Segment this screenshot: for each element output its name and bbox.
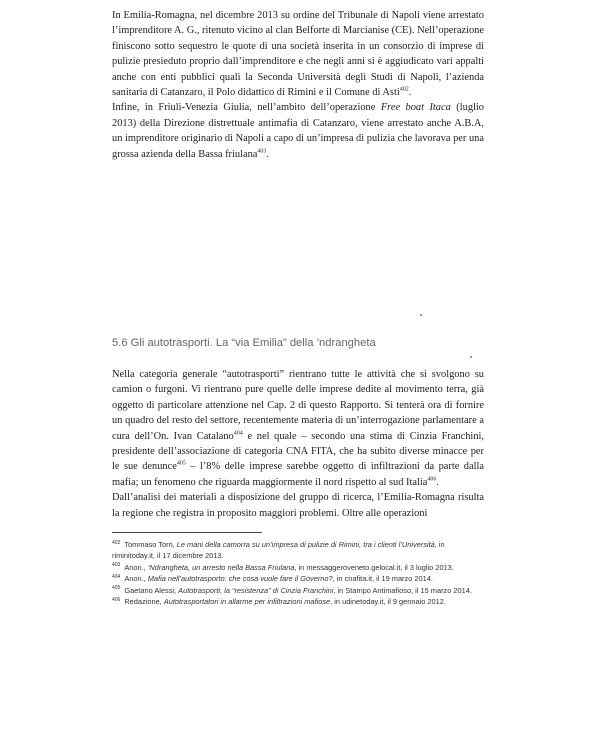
paragraph-friuli <box>112 100 484 162</box>
operation-name: Free boat Itaca <box>380 102 451 114</box>
scan-speck <box>420 314 422 316</box>
footnote-title: Le mani della camorra su un’impresa di pulizie di Rimini, tra i clienti l’Università <box>176 540 435 549</box>
footnote-source: , in cnafita.it, il 19 marzo 2014. <box>332 574 433 584</box>
scan-speck <box>470 356 472 358</box>
paragraph-emilia-romagna: In Emilia-Romagna, nel dicembre 2013 su ordine del Tribunale di Napoli viene arrestato l’imprenditore A. G., ritenuto vicino al clan Belforte di Marcianise (CE). Nell’operazione finiscono sotto sequestro le quote di una società inserita in un consorzio di imprese di pulizie presieduto proprio dall’imprenditore e che negli anni si è aggiudicato vari appalti anche con enti pubblici quali la Seconda Università degli Studi di Napoli, l’azienda sanitaria di Catanzaro, il Polo didattico di Rimini e il Comune di Asti$^{402}$. <box>112 10 484 99</box>
footnote-number: 403 <box>112 562 121 569</box>
paragraph-end: . <box>266 148 270 160</box>
footnote-author: Anon., <box>124 574 148 584</box>
paragraph-text: e nel quale – secondo una stima di Cinzia Franchini, presidente dell’associazione di categoria CNA FITA, che ha subito diverse minacce per le sue denunce <box>112 430 484 473</box>
paragraph-autotrasporti <box>112 367 484 490</box>
footnote-number: 402 <box>112 539 121 546</box>
footnote-ref-406: 406 <box>427 476 437 483</box>
top-text-block <box>112 8 484 162</box>
section-heading: 5.6 Gli autotrasporti. La “via Emilia” della ’ndrangheta <box>112 337 376 349</box>
footnote-number: 404 <box>112 573 121 580</box>
paragraph-text: Infine, in Friuli-Venezia Giulia, nell’ambito dell’operazione <box>112 102 381 114</box>
footnote-403 <box>112 562 484 573</box>
paragraph-text: Nella categoria generale “autotrasporti” rientrano tutte le attività che si svolgono su camion o furgoni. Vi rientrano pure quelle delle imprese dedite al movimento terra, già oggetto di particolare attenzione nel Cap. 2 di questo Rapporto. Si tenterà ora di fornire un quadro del resto del settore, recentemente materia di un’interrogazione parlamentare a cura dell’On. Ivan Catalano <box>112 369 484 442</box>
footnote-ref-404: 404 <box>233 430 243 437</box>
footnote-separator <box>112 532 262 533</box>
paragraph-analisi: Dall’analisi dei materiali a disposizione del gruppo di ricerca, l’Emilia-Romagna risulta la regione che registra in proposito maggiori problemi. Oltre alle operazioni <box>112 492 484 519</box>
footnote-author: Anon., <box>124 562 148 572</box>
footnote-number: 405 <box>112 585 121 592</box>
footnote-404 <box>112 573 484 584</box>
footnote-source: , in udinetoday.it, il 9 gennaio 2012. <box>330 597 446 607</box>
paragraph-text: – l’8% delle imprese sarebbe oggetto di infiltrazioni da parte dalla mafia; un fenomeno che riguarda maggiormente il nord rispetto al sud Italia <box>112 461 484 488</box>
footnote-source: , in Stampo Antimafioso, il 15 marzo 2014. <box>333 585 472 595</box>
footnote-405 <box>112 585 484 596</box>
paragraph-end: . <box>436 476 439 488</box>
footnote-author: Tommaso Torri, <box>124 540 177 549</box>
footnote-title: Autotrasportatori in allarme per infiltrazioni mafiose <box>163 597 331 607</box>
footnote-title: Autotrasporti, la “resistenza” di Cinzia Franchini <box>178 585 334 595</box>
footnote-author: Gaetano Alessi, <box>124 585 179 595</box>
footnote-ref-402: 402 <box>399 86 409 93</box>
paragraph-text: In Emilia-Romagna, nel dicembre 2013 su ordine del Tribunale di Napoli viene arrestato l’imprenditore A. G., ritenuto vicino al clan Belforte di Marcianise (CE). Nell’operazione finiscono sotto sequestro le quote di una società inserita in un consorzio di imprese di pulizie presieduto proprio dall’imprenditore e che negli anni si è aggiudicato vari appalti anche con enti pubblici quali la Seconda Università degli Studi di Napoli, l’azienda sanitaria di Catanzaro, il Polo didattico di Rimini e il Comune di Asti <box>112 10 484 99</box>
footnote-406 <box>112 596 484 607</box>
footnote-author: Redazione, <box>124 597 164 607</box>
footnote-title: ’Ndrangheta, un arresto nella Bassa Friulana <box>147 562 295 572</box>
footnote-source: , in riminitoday.it, il 17 dicembre 2013. <box>112 540 445 561</box>
footnote-number: 406 <box>112 596 121 603</box>
section-text-block <box>112 367 484 521</box>
footnote-ref-405: 405 <box>176 460 186 467</box>
footnote-source: , in messaggeroveneto.gelocal.it, il 3 luglio 2013. <box>294 562 454 572</box>
footnote-title: Mafia nell’autotrasporto: che cosa vuole fare il Governo? <box>147 574 333 584</box>
footnotes-section <box>112 532 484 607</box>
footnote-ref-403: 403 <box>257 148 267 155</box>
footnote-402 <box>112 539 484 562</box>
paragraph-text: (luglio 2013) della Direzione distrettuale antimafia di Catanzaro, viene arrestato anche A.B.A, un imprenditore originario di Napoli a capo di un’impresa di pulizia che lavorava per una grossa azienda della Bassa friulana <box>112 102 485 160</box>
